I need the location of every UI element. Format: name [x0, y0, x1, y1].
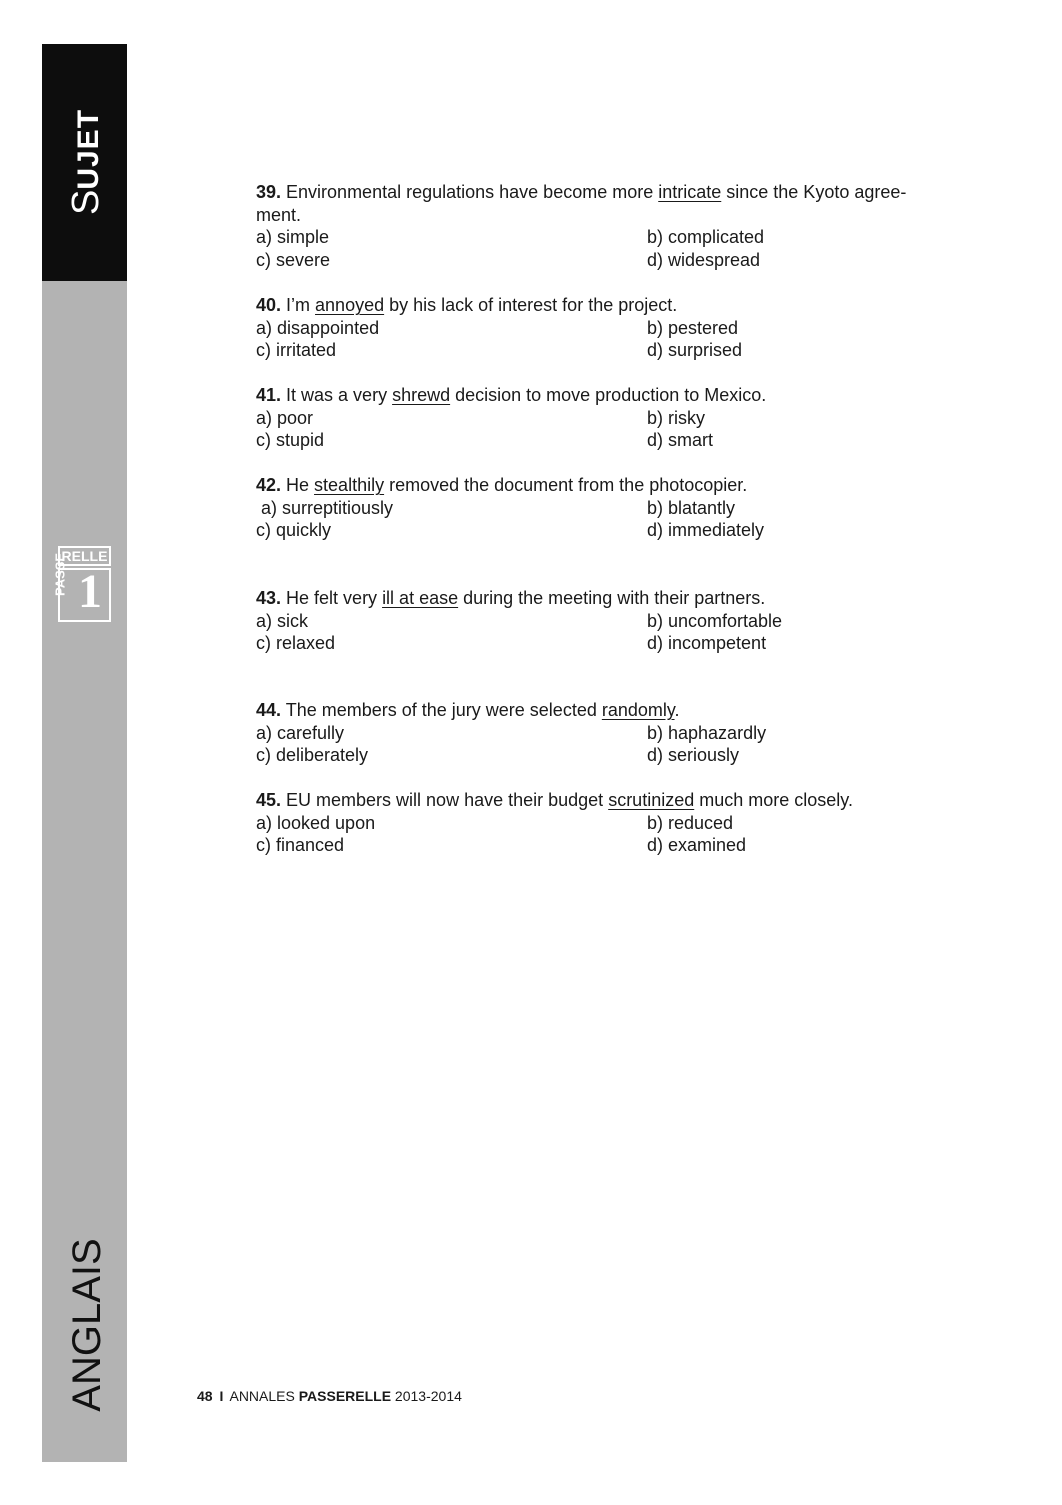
question-after: by his lack of interest for the project.: [384, 295, 678, 315]
options-row: [256, 722, 956, 745]
question-after: decision to move production to Mexico.: [450, 385, 767, 405]
question-text: [256, 384, 956, 407]
options-row: [256, 632, 956, 655]
option-c: c) deliberately: [256, 745, 369, 765]
target-word: ill at ease: [382, 588, 459, 608]
question-before: I’m: [281, 295, 316, 315]
option-a: a) disappointed: [256, 317, 380, 338]
options-row: [256, 339, 956, 362]
target-word: stealthily: [314, 475, 385, 495]
question-number: 41.: [256, 385, 282, 405]
option-a: a) sick: [256, 610, 309, 631]
target-word: intricate: [658, 182, 722, 202]
passerelle-logo: [52, 546, 111, 622]
question-text: [256, 699, 956, 722]
question-number: 42.: [256, 475, 282, 495]
option-d: d) smart: [647, 430, 714, 450]
question-before: EU members will now have their budget: [281, 790, 609, 810]
target-word: randomly: [601, 700, 675, 720]
options-row: [256, 610, 956, 633]
question-after: during the meeting with their partners.: [458, 588, 766, 608]
option-a: a) looked upon: [256, 812, 376, 833]
question-text: [256, 474, 956, 497]
sidebar-title-initial: S: [65, 189, 107, 216]
option-c: c) severe: [256, 249, 331, 270]
option-b: b) pestered: [647, 317, 739, 338]
option-d: d) incompetent: [647, 633, 767, 653]
option-d: d) immediately: [647, 520, 765, 540]
question-text: [256, 789, 956, 812]
options-row: [256, 249, 956, 272]
footer-separator: I: [219, 1388, 224, 1404]
target-word: annoyed: [315, 295, 385, 315]
option-d: d) examined: [647, 835, 747, 855]
options-row: [256, 226, 956, 249]
option-a: a) simple: [256, 227, 330, 247]
question-after: much more closely.: [694, 790, 853, 810]
options-row: [256, 429, 956, 452]
option-c: c) stupid: [256, 430, 325, 450]
options-row: [256, 407, 956, 430]
footer-year: 2013-2014: [391, 1388, 462, 1404]
option-c: c) financed: [256, 835, 345, 855]
question-45: [256, 789, 956, 857]
question-after: since the Kyoto agree-: [721, 182, 907, 202]
option-b: b) haphazardly: [647, 722, 767, 743]
option-b: b) complicated: [647, 227, 765, 247]
question-text: [256, 294, 956, 317]
options-row: [256, 834, 956, 857]
target-word: shrewd: [392, 385, 451, 405]
question-number: 44.: [256, 700, 282, 720]
question-40: [256, 294, 956, 362]
target-word: scrutinized: [608, 790, 695, 810]
option-b: b) blatantly: [647, 497, 736, 518]
options-row: [256, 519, 956, 542]
question-43: [256, 587, 956, 655]
option-c: c) quickly: [256, 520, 332, 540]
options-row: [256, 497, 956, 520]
question-text: [256, 587, 956, 610]
option-a: a) poor: [256, 407, 314, 428]
option-c: c) relaxed: [256, 633, 336, 653]
option-d: d) seriously: [647, 745, 740, 765]
footer-brand: PASSERELLE: [298, 1388, 392, 1404]
question-41: [256, 384, 956, 452]
question-after: .: [674, 700, 680, 720]
question-number: 43.: [256, 588, 282, 608]
option-d: d) widespread: [647, 249, 761, 270]
question-44: [256, 699, 956, 767]
option-b: b) risky: [647, 407, 705, 428]
option-c: c) irritated: [256, 340, 337, 360]
options-row: [256, 317, 956, 340]
question-before: He felt very: [281, 588, 383, 608]
question-before: Environmental regulations have become more: [281, 182, 659, 202]
page-number: 48: [197, 1388, 213, 1404]
option-a: a) carefully: [256, 722, 345, 743]
question-text-continued: ment.: [256, 204, 302, 225]
sidebar-subject: ANGLAIS: [65, 1238, 109, 1412]
page-footer: [197, 1388, 462, 1404]
options-row: [256, 744, 956, 767]
question-number: 45.: [256, 790, 282, 810]
question-before: It was a very: [281, 385, 393, 405]
logo-side-text: PASSE: [52, 552, 68, 596]
option-a: a) surreptitiously: [256, 497, 394, 518]
question-before: He: [281, 475, 315, 495]
question-number: 39.: [256, 182, 282, 202]
sidebar-title: [67, 109, 105, 215]
question-after: removed the document from the photocopier.: [384, 475, 748, 495]
option-b: b) reduced: [647, 812, 734, 833]
question-number: 40.: [256, 295, 282, 315]
question-42: [256, 474, 956, 542]
question-39: [256, 181, 956, 271]
logo-number: 1: [78, 565, 102, 618]
logo-top-text: RELLE: [58, 546, 111, 566]
option-d: d) surprised: [647, 340, 743, 360]
options-row: [256, 812, 956, 835]
option-b: b) uncomfortable: [647, 610, 783, 631]
footer-label: ANNALES: [229, 1388, 299, 1404]
question-text: [256, 181, 956, 204]
question-before: The members of the jury were selected: [281, 700, 602, 720]
sidebar-title-rest: UJET: [72, 108, 105, 190]
